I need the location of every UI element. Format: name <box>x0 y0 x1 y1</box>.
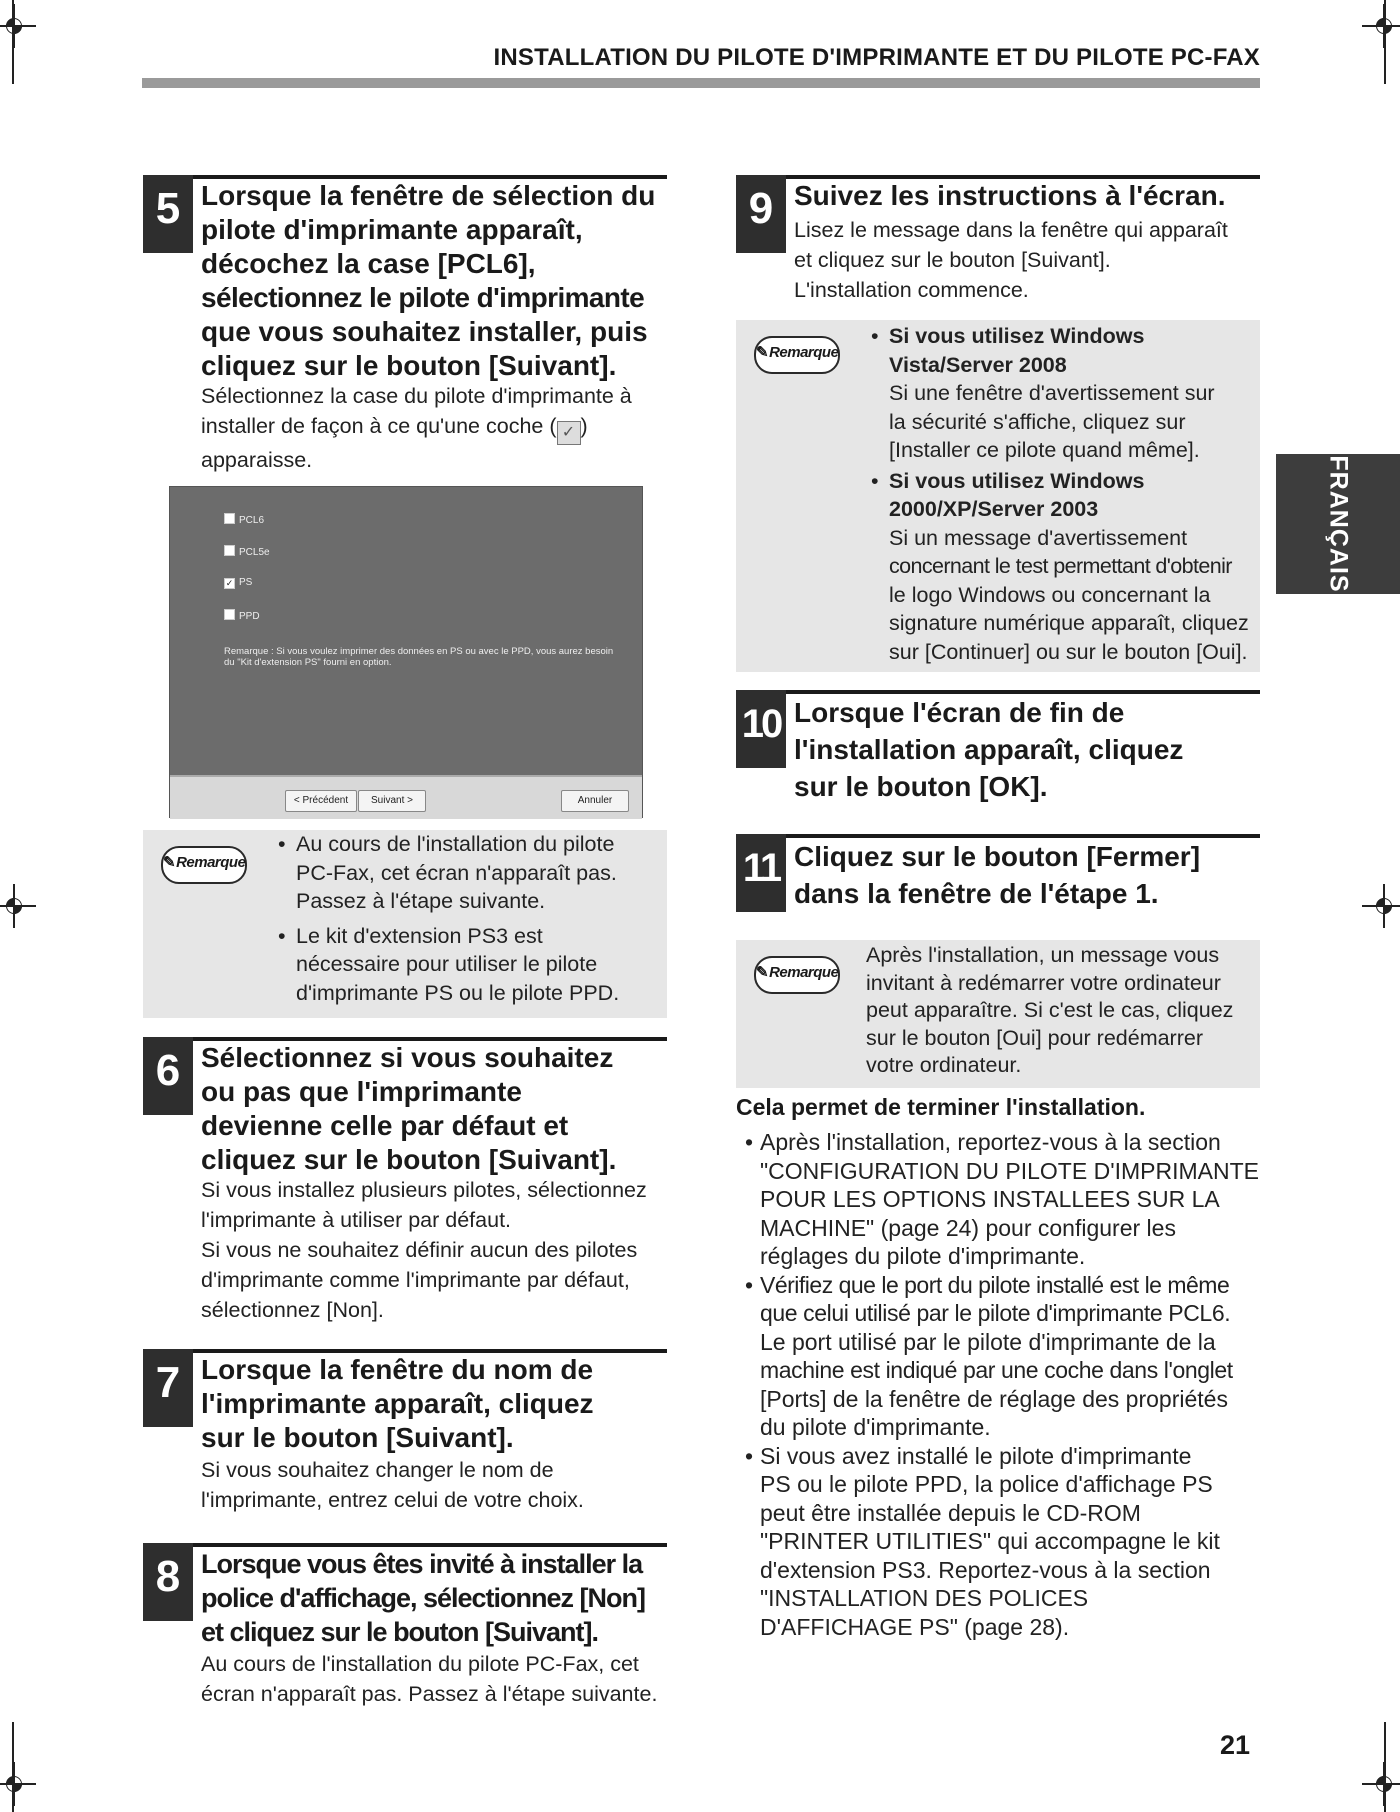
note-item <box>278 922 658 1008</box>
body-line: Si vous installez plusieurs pilotes, sélectionnez <box>201 1178 647 1202</box>
note-step-9 <box>736 320 1260 672</box>
step-number: 6 <box>143 1037 193 1115</box>
note-line: votre ordinateur. <box>866 1053 1022 1077</box>
completion-line: réglages du pilote d'imprimante. <box>760 1243 1086 1269</box>
step-heading <box>201 1041 616 1177</box>
completion-line: MACHINE" (page 24) pour configurer les <box>760 1214 1176 1241</box>
completion-item <box>742 1128 1272 1271</box>
body-line: Au cours de l'installation du pilote PC-Fax, cet <box>201 1652 639 1676</box>
language-tab <box>1276 454 1400 594</box>
page-number: 21 <box>1220 1730 1251 1760</box>
step-heading <box>794 179 1225 213</box>
note-line: la sécurité s'affiche, cliquez sur <box>889 409 1186 434</box>
note-line: le logo Windows ou concernant la <box>889 582 1211 607</box>
note-line: peut apparaître. Si c'est le cas, cliquez <box>866 998 1234 1022</box>
note-line: invitant à redémarrer votre ordinateur <box>866 970 1221 995</box>
step-heading <box>794 694 1183 805</box>
note-line: Après l'installation, un message vous <box>866 943 1220 967</box>
completion-item <box>742 1442 1272 1642</box>
heading-line: sélectionnez le pilote d'imprimante <box>201 282 645 313</box>
body-text: ) <box>580 414 588 438</box>
heading-line: Lorsque l'écran de fin de <box>794 697 1125 728</box>
step-9 <box>736 175 1260 310</box>
note-step-11 <box>736 940 1260 1088</box>
step-body <box>201 1455 584 1515</box>
note-list <box>871 322 1256 666</box>
remarque-badge: ✎ Remarque <box>754 956 840 994</box>
trim-line <box>12 0 14 84</box>
completion-line: • Vérifiez que le port du pilote installé est le même <box>760 1271 1230 1298</box>
note-line: Passez à l'étape suivante. <box>296 889 546 913</box>
note-line: nécessaire pour utiliser le pilote <box>296 952 598 976</box>
body-line: et cliquez sur le bouton [Suivant]. <box>794 248 1111 272</box>
note-item <box>871 322 1256 465</box>
trim-line <box>1384 0 1386 84</box>
heading-line: Lorsque vous êtes invité à installer la <box>201 1549 643 1579</box>
heading-line: dans la fenêtre de l'étape 1. <box>794 878 1159 909</box>
note-line: • Le kit d'extension PS3 est <box>296 923 543 948</box>
body-line <box>201 411 632 445</box>
completion-line: "CONFIGURATION DU PILOTE D'IMPRIMANTE <box>760 1157 1259 1184</box>
header-bar <box>142 78 1260 88</box>
option-pcl6 <box>224 513 264 526</box>
body-line: écran n'apparaît pas. Passez à l'étape suivante. <box>201 1682 658 1706</box>
body-line: Sélectionnez la case du pilote d'imprimante à <box>201 384 632 408</box>
completion-line: d'extension PS3. Reportez-vous à la section <box>760 1556 1211 1583</box>
note-list <box>278 830 658 1007</box>
checkmark-icon: ✓ <box>557 421 581 445</box>
driver-selection-screenshot <box>169 486 643 818</box>
registration-mark-mid-right <box>1372 894 1396 918</box>
step-5 <box>143 175 667 475</box>
completion-heading: Cela permet de terminer l'installation. <box>736 1094 1146 1120</box>
body-text: installer de façon à ce qu'une coche ( <box>201 414 557 438</box>
body-line: Lisez le message dans la fenêtre qui apparaît <box>794 218 1228 242</box>
note-item <box>871 467 1256 667</box>
note-line: PC-Fax, cet écran n'apparaît pas. <box>296 860 617 885</box>
trim-line <box>1384 1722 1386 1812</box>
step-heading <box>201 179 655 383</box>
note-line: d'imprimante PS ou le pilote PPD. <box>296 980 620 1005</box>
completion-line: machine est indiqué par une coche dans l'onglet <box>760 1357 1233 1383</box>
checkbox-icon <box>224 513 235 524</box>
completion-line: D'AFFICHAGE PS" (page 28). <box>760 1613 1070 1640</box>
completion-line: "PRINTER UTILITIES" qui accompagne le kit <box>760 1528 1220 1554</box>
option-label: PS <box>239 577 253 588</box>
option-pcl5e <box>224 545 270 558</box>
screenshot-button-bar <box>170 775 642 819</box>
step-11 <box>736 834 1260 924</box>
heading-line: que vous souhaitez installer, puis <box>201 316 648 347</box>
registration-mark-mid-left <box>2 894 26 918</box>
note-title-line: • Si vous utilisez Windows <box>889 468 1145 493</box>
heading-line: Lorsque la fenêtre du nom de <box>201 1354 594 1385</box>
heading-line: Sélectionnez si vous souhaitez <box>201 1042 614 1073</box>
heading-line: pilote d'imprimante apparaît, <box>201 214 583 245</box>
option-ps <box>224 577 252 589</box>
heading-line: Lorsque la fenêtre de sélection du <box>201 180 656 211</box>
heading-line: devienne celle par défaut et <box>201 1110 569 1141</box>
note-line: signature numérique apparaît, cliquez <box>889 611 1249 635</box>
option-ppd <box>224 609 260 622</box>
body-line: l'imprimante, entrez celui de votre choix. <box>201 1488 584 1512</box>
completion-line: • Si vous avez installé le pilote d'imprimante <box>760 1442 1192 1469</box>
note-line: [Installer ce pilote quand même]. <box>889 438 1200 462</box>
option-label: PCL6 <box>239 515 265 526</box>
note-line: sur le bouton [Oui] pour redémarrer <box>866 1025 1203 1050</box>
note-title-line: • Si vous utilisez Windows <box>889 324 1145 348</box>
option-label: PCL5e <box>239 547 270 558</box>
completion-line: que celui utilisé par le pilote d'imprimante PCL6. <box>760 1300 1231 1326</box>
step-number: 5 <box>143 175 193 253</box>
body-line: Si vous souhaitez changer le nom de <box>201 1458 554 1482</box>
step-heading <box>794 838 1200 912</box>
step-body <box>201 1175 647 1325</box>
heading-line: police d'affichage, sélectionnez [Non] <box>201 1583 645 1613</box>
note-line: concernant le test permettant d'obtenir <box>889 554 1232 578</box>
body-line: apparaisse. <box>201 448 313 472</box>
completion-list <box>742 1128 1272 1641</box>
heading-line: et cliquez sur le bouton [Suivant]. <box>201 1617 599 1647</box>
step-heading <box>201 1353 594 1455</box>
back-button: < Précédent <box>285 790 357 812</box>
checkbox-icon <box>224 545 235 556</box>
step-body <box>201 1649 657 1709</box>
note-line: sur [Continuer] ou sur le bouton [Oui]. <box>889 639 1248 664</box>
heading-line: sur le bouton [OK]. <box>794 771 1048 802</box>
cancel-button: Annuler <box>561 790 629 812</box>
completion-line: "INSTALLATION DES POLICES <box>760 1585 1089 1611</box>
option-label: PPD <box>239 611 260 622</box>
remarque-badge: ✎ Remarque <box>754 336 840 374</box>
step-body <box>794 215 1228 305</box>
body-line: sélectionnez [Non]. <box>201 1298 384 1322</box>
step-8 <box>143 1543 667 1713</box>
note-line: Si une fenêtre d'avertissement sur <box>889 381 1215 405</box>
body-line: d'imprimante comme l'imprimante par défaut, <box>201 1268 630 1292</box>
note-line: • Au cours de l'installation du pilote <box>296 832 615 856</box>
note-paragraph <box>866 942 1256 1080</box>
heading-line: décochez la case [PCL6], <box>201 248 536 279</box>
language-tab-label: FRANÇAIS <box>1324 455 1353 593</box>
step-number: 10 <box>736 690 786 768</box>
note-item <box>278 830 658 916</box>
completion-line: • Après l'installation, reportez-vous à la section <box>760 1129 1221 1155</box>
note-title-line: Vista/Server 2008 <box>889 352 1067 377</box>
step-number: 7 <box>143 1349 193 1427</box>
note-title-line: 2000/XP/Server 2003 <box>889 497 1099 521</box>
step-10 <box>736 690 1260 810</box>
completion-line: [Ports] de la fenêtre de réglage des propriétés <box>760 1385 1228 1412</box>
registration-mark-bottom-left <box>2 1772 26 1796</box>
trim-line <box>12 1722 14 1812</box>
checkbox-checked-icon: ✓ <box>225 578 234 588</box>
registration-mark-top-left <box>2 14 26 38</box>
screenshot-remark: Remarque : Si vous voulez imprimer des données en PS ou avec le PPD, vous aurez besoin du "Kit d'extension PS" fourni en option. <box>224 646 614 668</box>
heading-line: l'installation apparaît, cliquez <box>794 734 1184 765</box>
step-body <box>201 381 632 475</box>
remarque-badge: ✎ Remarque <box>161 846 247 884</box>
heading-line: cliquez sur le bouton [Suivant]. <box>201 350 617 381</box>
note-step-5 <box>143 830 667 1018</box>
heading-line: Cliquez sur le bouton [Fermer] <box>794 841 1201 872</box>
heading-line: Suivez les instructions à l'écran. <box>794 180 1226 211</box>
next-button: Suivant > <box>358 790 426 812</box>
step-number: 8 <box>143 1543 193 1621</box>
heading-line: sur le bouton [Suivant]. <box>201 1422 514 1453</box>
step-number: 11 <box>736 834 786 912</box>
page-header-title: INSTALLATION DU PILOTE D'IMPRIMANTE ET DU PILOTE PC-FAX <box>493 44 1260 71</box>
completion-line: Le port utilisé par le pilote d'imprimante de la <box>760 1328 1216 1355</box>
body-line: L'installation commence. <box>794 278 1029 302</box>
step-heading <box>201 1547 645 1649</box>
heading-line: cliquez sur le bouton [Suivant]. <box>201 1144 617 1175</box>
step-7 <box>143 1349 667 1524</box>
body-line: l'imprimante à utiliser par défaut. <box>201 1208 512 1232</box>
step-number: 9 <box>736 175 786 253</box>
completion-line: peut être installée depuis le CD-ROM <box>760 1499 1141 1526</box>
body-line: Si vous ne souhaitez définir aucun des pilotes <box>201 1238 638 1262</box>
heading-line: ou pas que l'imprimante <box>201 1076 522 1107</box>
checkbox-icon <box>224 609 235 620</box>
completion-line: PS ou le pilote PPD, la police d'affichage PS <box>760 1471 1213 1497</box>
completion-item <box>742 1271 1272 1442</box>
step-6 <box>143 1037 667 1327</box>
completion-line: POUR LES OPTIONS INSTALLEES SUR LA <box>760 1186 1220 1212</box>
heading-line: l'imprimante apparaît, cliquez <box>201 1388 594 1419</box>
completion-line: du pilote d'imprimante. <box>760 1414 991 1440</box>
note-line: Si un message d'avertissement <box>889 525 1188 550</box>
